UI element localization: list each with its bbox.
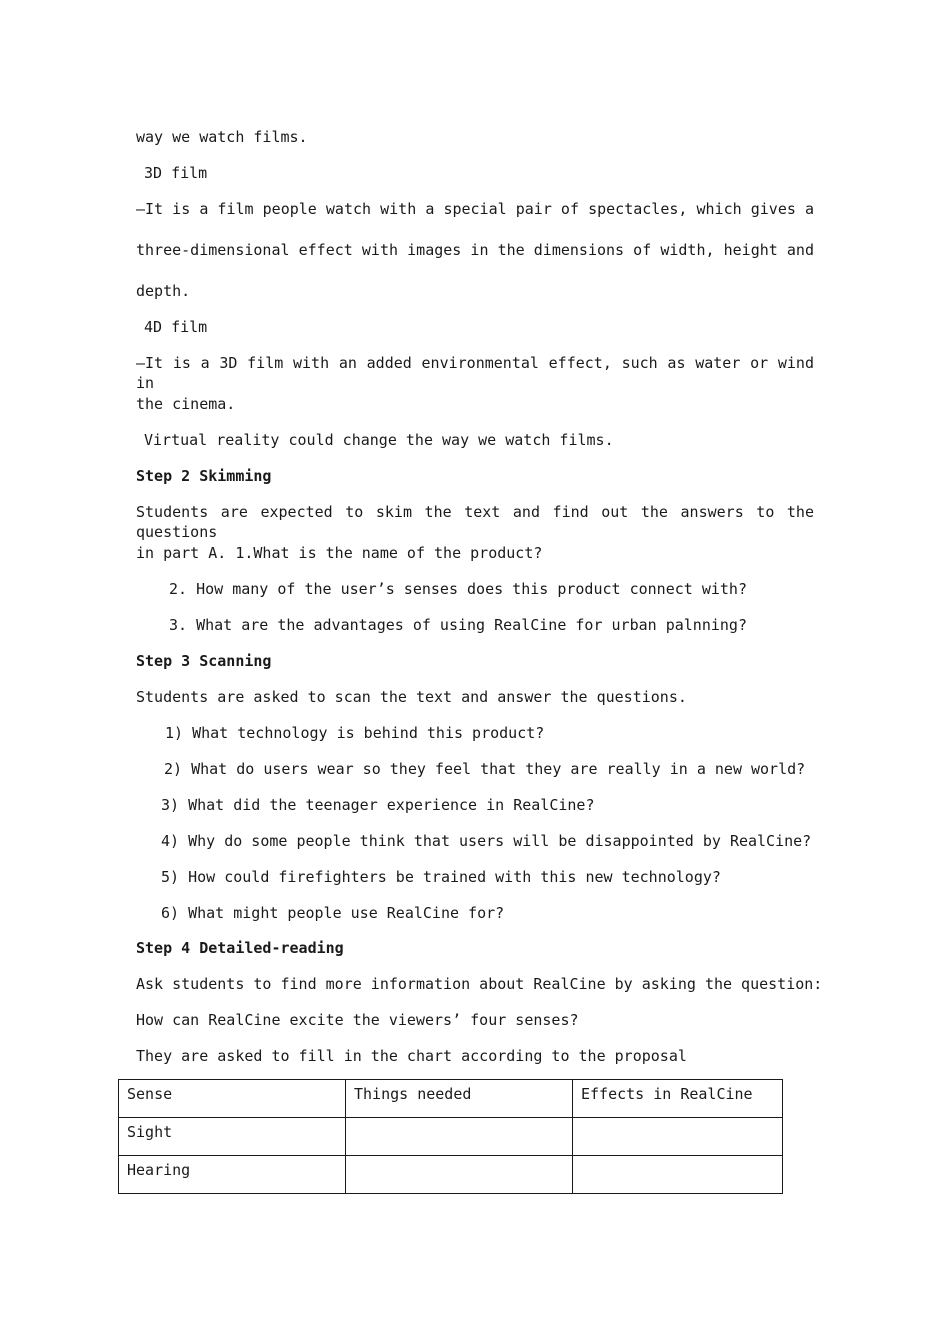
paragraph-line: How can RealCine excite the viewers’ four senses? — [136, 1011, 579, 1029]
senses-table — [118, 1079, 783, 1194]
table-header-cell: Effects in RealCine — [573, 1080, 783, 1118]
question-item: 5) How could firefighters be trained with this new technology? — [161, 868, 721, 886]
paragraph-line: way we watch films. — [136, 128, 308, 146]
table-cell — [573, 1118, 783, 1156]
paragraph-line: Students are asked to scan the text and answer the questions. — [136, 688, 687, 706]
table-cell — [346, 1118, 573, 1156]
paragraph-line: Students are expected to skim the text and find out the answers to the questions — [136, 503, 814, 541]
table-cell — [346, 1156, 573, 1194]
step-2-heading: Step 2 Skimming — [136, 467, 272, 485]
table-row — [119, 1118, 783, 1156]
paragraph-line: —It is a film people watch with a special pair of spectacles, which gives a — [136, 200, 814, 218]
table-cell: Hearing — [119, 1156, 346, 1194]
question-item: 6) What might people use RealCine for? — [161, 904, 505, 922]
question-item: 4) Why do some people think that users will be disappointed by RealCine? — [161, 832, 812, 850]
question-item: 3) What did the teenager experience in RealCine? — [161, 796, 595, 814]
table-header-row — [119, 1080, 783, 1118]
table-header-cell: Things needed — [346, 1080, 573, 1118]
paragraph-line: three-dimensional effect with images in the dimensions of width, height and — [136, 241, 814, 259]
question-item: 3. What are the advantages of using RealCine for urban palnning? — [169, 616, 747, 634]
question-item: 1) What technology is behind this product? — [165, 724, 545, 742]
paragraph-line: —It is a 3D film with an added environmental effect, such as water or wind in — [136, 354, 814, 392]
table-cell — [573, 1156, 783, 1194]
step-4-heading: Step 4 Detailed-reading — [136, 939, 344, 957]
question-item: 2. How many of the user’s senses does this product connect with? — [169, 580, 747, 598]
paragraph-line: They are asked to fill in the chart according to the proposal — [136, 1047, 687, 1065]
paragraph-line: Ask students to find more information about RealCine by asking the question: — [136, 975, 823, 993]
step-3-heading: Step 3 Scanning — [136, 652, 272, 670]
paragraph-line: depth. — [136, 282, 191, 300]
question-item: 2) What do users wear so they feel that they are really in a new world? — [164, 760, 806, 778]
paragraph-line: the cinema. — [136, 395, 236, 413]
paragraph-line: in part A. 1.What is the name of the product? — [136, 544, 543, 562]
table-header-cell: Sense — [119, 1080, 346, 1118]
heading-4d-film: 4D film — [144, 318, 208, 336]
table-cell: Sight — [119, 1118, 346, 1156]
heading-3d-film: 3D film — [144, 164, 208, 182]
table-row — [119, 1156, 783, 1194]
paragraph-line: Virtual reality could change the way we watch films. — [144, 431, 614, 449]
